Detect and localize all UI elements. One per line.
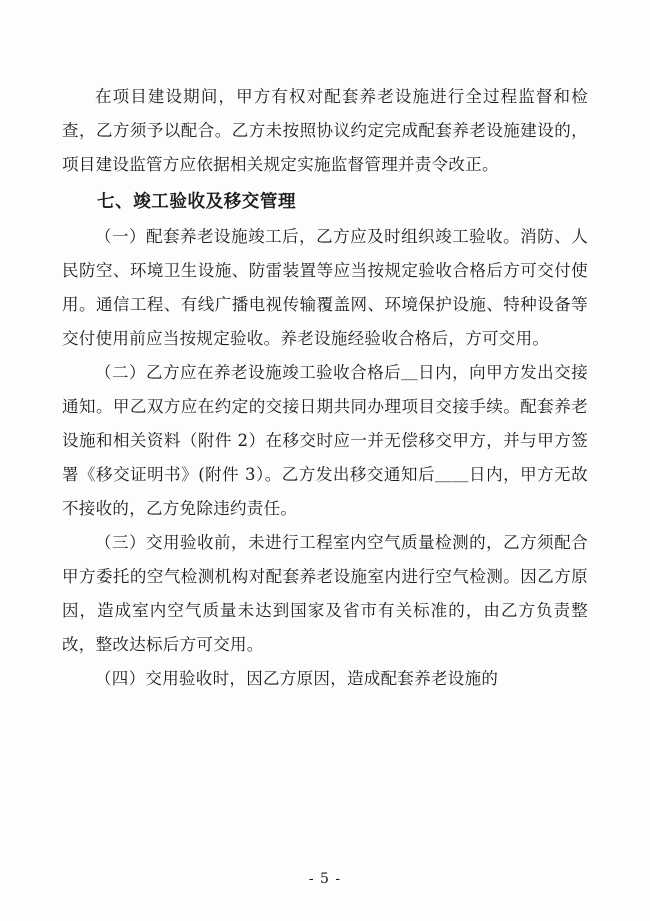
section-heading-seven: 七、竣工验收及移交管理	[97, 191, 297, 212]
document-body	[62, 80, 588, 696]
page-number: - 5 -	[308, 871, 342, 887]
paragraph-item-three: （三）交用验收前，未进行工程室内空气质量检测的，乙方须配合甲方委托的空气检测机构对配套养老设施室内进行空气检测。因乙方原因，造成室内空气质量未达到国家及省市有关标准的，由乙方负责整改，整改达标后方可交用。	[62, 532, 588, 654]
paragraph-item-four: （四）交用验收时，因乙方原因，造成配套养老设施的	[95, 668, 499, 688]
paragraph-item-one: （一）配套养老设施竣工后，乙方应及时组织竣工验收。消防、人民防空、环境卫生设施、防雷装置等应当按规定验收合格后方可交付使用。通信工程、有线广播电视传输覆盖网、环境保护设施、特种设备等交付使用前应当按规定验收。养老设施经验收合格后，方可交用。	[62, 227, 588, 348]
paragraph-supervision: 在项目建设期间，甲方有权对配套养老设施进行全过程监督和检查，乙方须予以配合。乙方未按照协议约定完成配套养老设施建设的，项目建设监管方应依据相关规定实施监督管理并责令改正。	[62, 87, 588, 174]
paragraph-item-two: （二）乙方应在养老设施竣工验收合格后＿日内，向甲方发出交接通知。甲乙双方应在约定的交接日期共同办理项目交接手续。配套养老设施和相关资料（附件 2）在移交时应一并无偿移交甲方，并与甲方签署《移交证明书》(附件 3）。乙方发出移交通知后＿＿日内，甲方无故不接收的，乙方免除违约责任。	[62, 362, 588, 518]
